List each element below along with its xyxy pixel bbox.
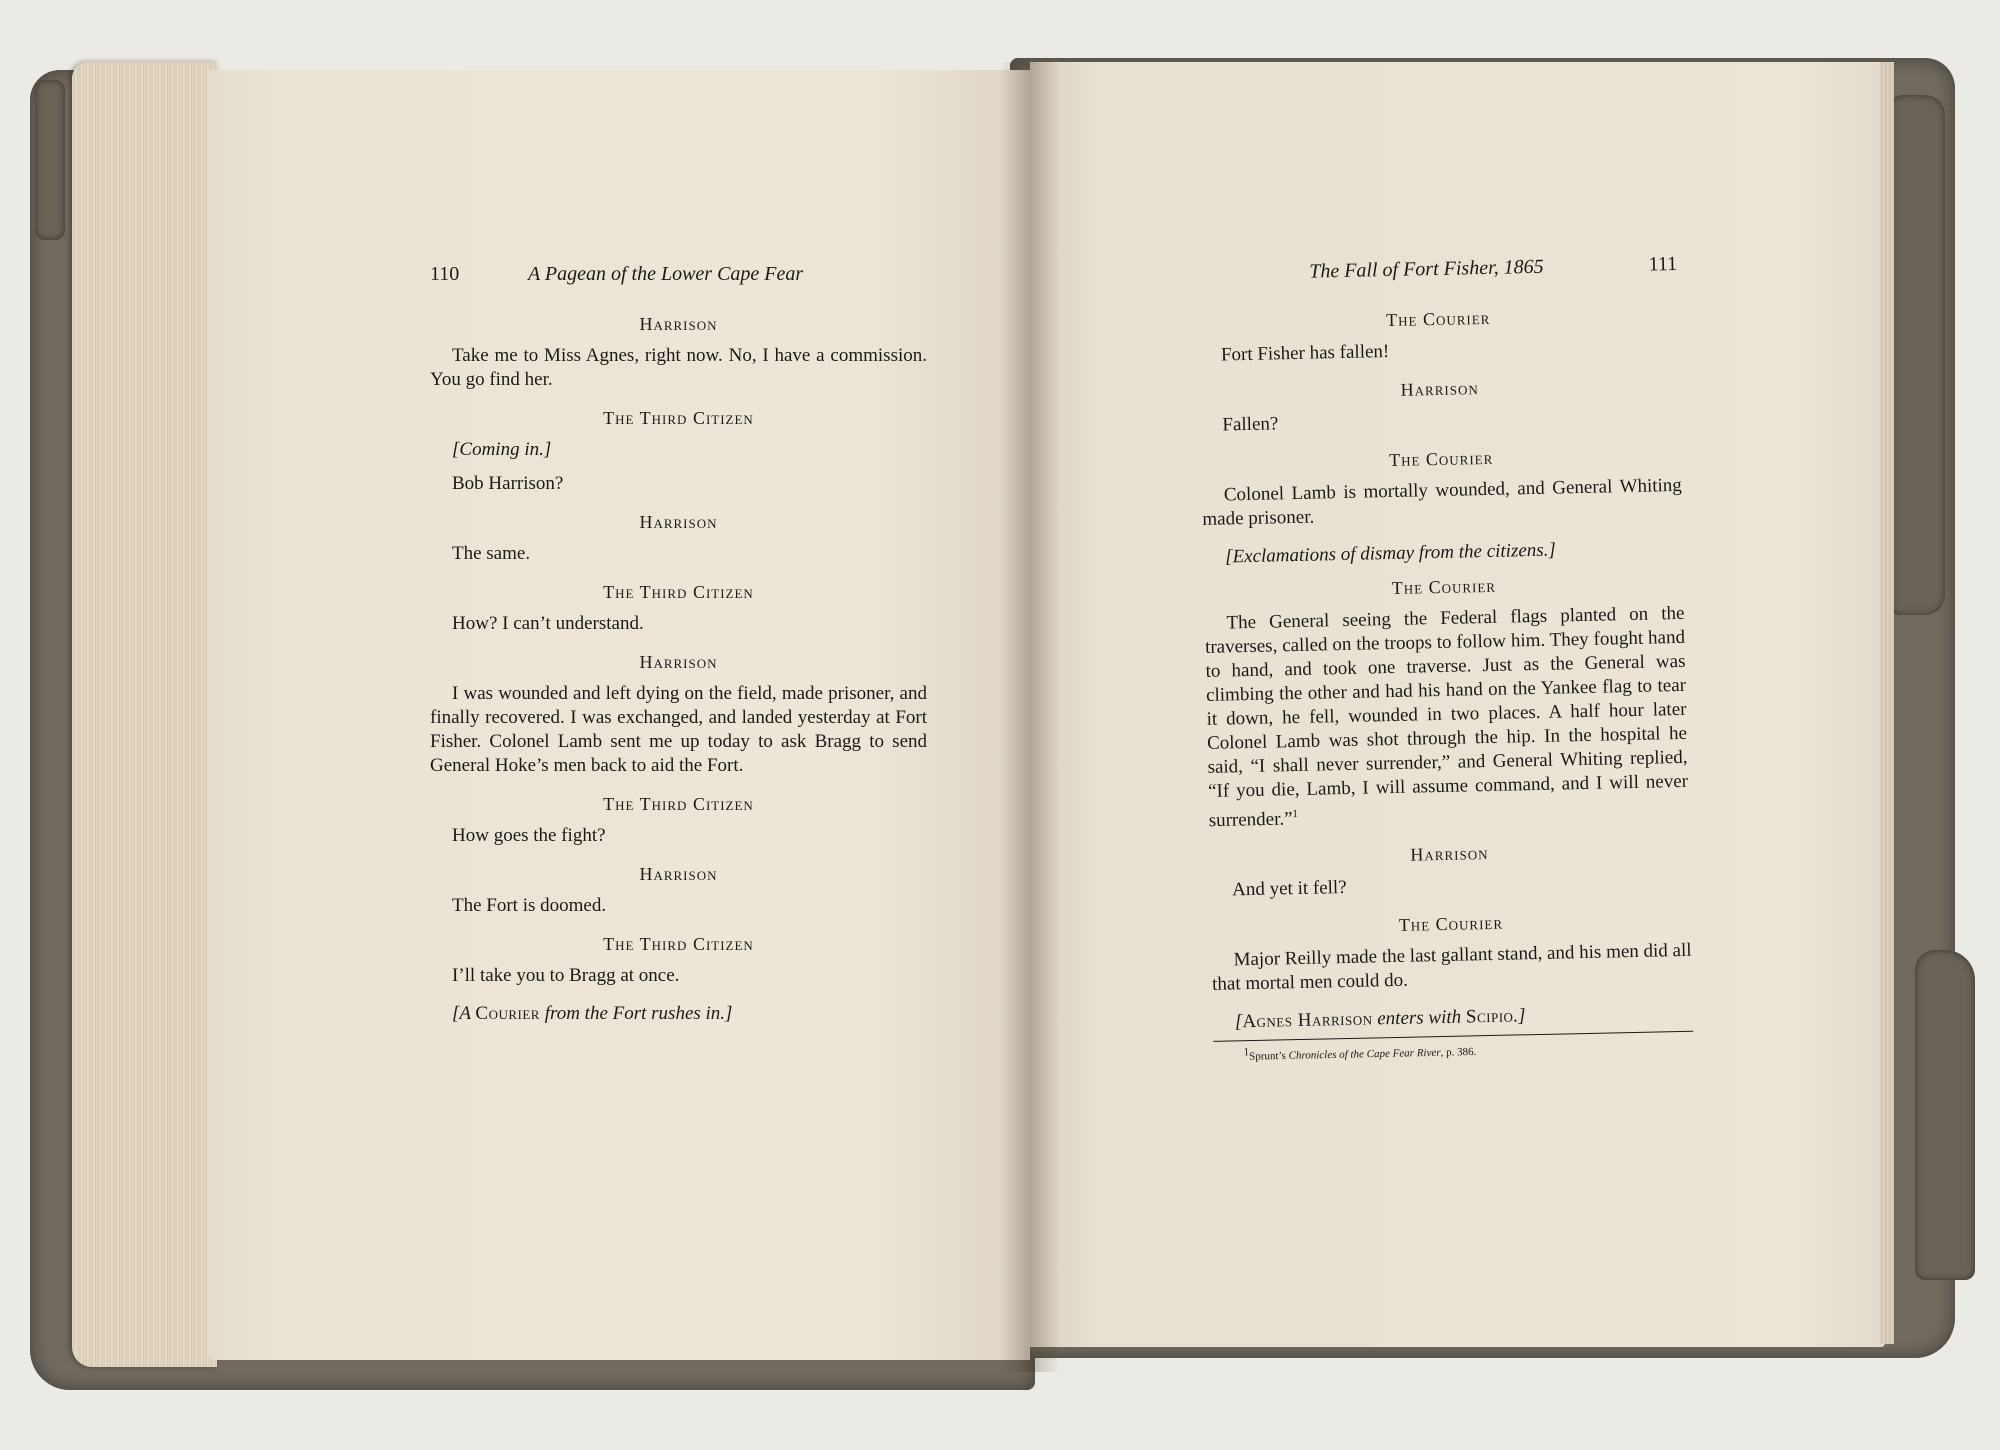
page-number: 111	[1648, 252, 1678, 276]
right-page-text	[1197, 252, 1694, 1065]
speaker-name: The Third Citizen	[603, 794, 754, 814]
speaker-name: The Courier	[1385, 307, 1491, 331]
stage-direction: [Coming in.]	[452, 439, 552, 460]
speaker-name: Harrison	[639, 512, 718, 532]
dialogue-line: How goes the fight?	[452, 825, 606, 846]
speaker-name: Harrison	[1410, 843, 1489, 865]
dialogue-line: The same.	[452, 543, 531, 564]
cover-fragment	[1890, 95, 1945, 615]
dialogue-line: Major Reilly made the last gallant stand, and his men did all that mortal men could do.	[1211, 940, 1692, 996]
speaker-name: Harrison	[639, 864, 718, 884]
direction-text: from the Fort rushes in.]	[539, 1003, 733, 1024]
speaker-name: The Courier	[1388, 447, 1494, 471]
direction-character: Agnes Harrison	[1242, 1008, 1373, 1033]
dialogue-line	[1204, 602, 1689, 833]
left-page-edges	[72, 62, 217, 1367]
book-gutter	[1000, 62, 1060, 1372]
footnote-mark: 1	[1292, 808, 1299, 821]
direction-close: .]	[1513, 1005, 1526, 1027]
dialogue-line: Bob Harrison?	[452, 473, 564, 494]
stage-direction	[1235, 1001, 1693, 1035]
running-title: A Pagean of the Lower Cape Fear	[528, 263, 804, 285]
direction-open: [A	[452, 1003, 476, 1024]
speaker-name: Harrison	[639, 652, 718, 672]
cover-fragment	[35, 80, 65, 240]
dialogue-line: How? I can’t understand.	[452, 613, 644, 634]
dialogue-line: Fallen?	[1222, 413, 1279, 436]
direction-character: Courier	[475, 1003, 540, 1024]
dialogue-line: The Fort is doomed.	[452, 895, 607, 916]
running-head	[430, 262, 927, 292]
page-number: 110	[430, 263, 460, 285]
cover-fragment	[1915, 950, 1975, 1280]
footnote-number: 1	[1243, 1046, 1250, 1059]
dialogue-line: I was wounded and left dying on the field, made prisoner, and finally recovered. I was exchanged, and landed yesterday at Fort Fisher. Colonel Lamb sent me up today to ask Bragg to send General Hoke’s men back to aid the Fort.	[430, 683, 927, 776]
speaker-name: The Third Citizen	[603, 934, 754, 954]
running-title: The Fall of Fort Fisher, 1865	[1308, 255, 1544, 283]
right-page-edges	[1880, 62, 1894, 1344]
left-page-text	[430, 262, 927, 1036]
direction-character: Scipio	[1465, 1005, 1514, 1028]
direction-text: enters with	[1372, 1006, 1467, 1030]
speaker-name: Harrison	[1400, 378, 1479, 400]
dialogue-line: And yet it fell?	[1231, 877, 1347, 901]
stage-direction	[452, 1002, 927, 1026]
footnote-text: Sprunt’s	[1249, 1050, 1289, 1064]
footnote-text: , p. 386.	[1440, 1046, 1477, 1060]
dialogue-line: Colonel Lamb is mortally wounded, and General Whiting made prisoner.	[1202, 474, 1683, 530]
dialogue-line: I’ll take you to Bragg at once.	[452, 965, 680, 986]
dialogue-line: Take me to Miss Agnes, right now. No, I have a commission. You go find her.	[430, 345, 927, 390]
speaker-name: The Third Citizen	[603, 582, 754, 602]
dialogue-text: The General seeing the Federal flags planted on the traverses, called on the troops to follow him. They fought hand to hand, and took one traverse. Just as the General was climbing the other and had his hand on the Yankee flag to tear it down, he fell, wounded in two places. A half hour later Colonel Lamb was shot through the hip. In the hospital he said, “I shall never surrender,” and General Whiting replied, “If you die, Lamb, I will assume command, and I will never surrender.”	[1204, 602, 1689, 832]
stage-direction: [Exclamations of dismay from the citizens.]	[1224, 539, 1557, 568]
direction-open: [	[1234, 1011, 1243, 1033]
speaker-name: The Third Citizen	[603, 408, 754, 428]
speaker-name: Harrison	[639, 314, 718, 334]
footnote-source-title: Chronicles of the Cape Fear River	[1288, 1047, 1441, 1063]
speaker-name: The Courier	[1398, 913, 1504, 936]
dialogue-line: Fort Fisher has fallen!	[1220, 340, 1390, 366]
speaker-name: The Courier	[1391, 575, 1497, 598]
